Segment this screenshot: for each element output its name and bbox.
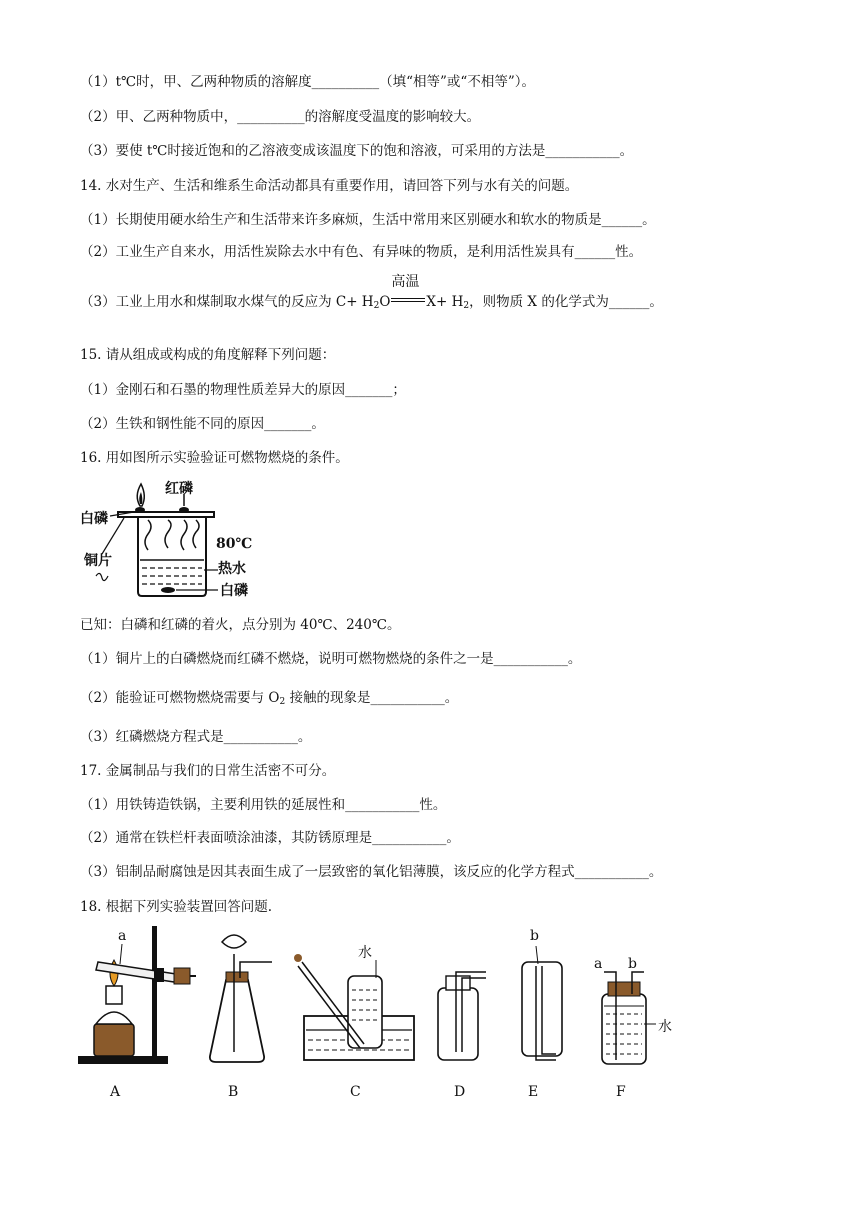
q17-line-1: （1）用铁铸造铁锅，主要利用铁的延展性和___________性。	[80, 797, 447, 813]
q16-line-1: （1）铜片上的白磷燃烧而红磷不燃烧，说明可燃物燃烧的条件之一是___________。	[80, 651, 582, 667]
label-white-phosphorus-top: 白磷	[80, 511, 108, 527]
q14-line-3-mid: X+ H	[426, 294, 464, 310]
subscript: 2	[373, 301, 380, 311]
label-f-a: a	[594, 956, 603, 972]
q14-line-3	[80, 274, 663, 315]
combustion-apparatus-figure	[80, 472, 280, 602]
oxygen-symbol: O	[379, 294, 391, 310]
q17-heading: 17. 金属制品与我们的日常生活密不可分。	[80, 763, 336, 779]
subscript: 2	[463, 301, 470, 311]
q16-line-2-end: 接触的现象是___________。	[285, 690, 459, 706]
q13-line-1: （1）t℃时，甲、乙两种物质的溶解度__________（填“相等”或“不相等”）。	[80, 74, 535, 90]
lab-apparatus-figure	[76, 920, 696, 1105]
q15-line-1: （1）金刚石和石墨的物理性质差异大的原因_______；	[80, 382, 406, 398]
q16-known: 已知：白磷和红磷的着火，点分别为 40℃、240℃。	[80, 617, 401, 633]
apparatus-letter-d: D	[454, 1084, 466, 1100]
label-water-f: 水	[658, 1019, 672, 1035]
apparatus-letter-c: C	[350, 1084, 361, 1100]
q17-line-2: （2）通常在铁栏杆表面喷涂油漆，其防锈原理是___________。	[80, 830, 460, 846]
label-temperature: 80℃	[216, 536, 253, 552]
label-hot-water: 热水	[218, 561, 246, 577]
apparatus-letter-e: E	[528, 1084, 539, 1100]
label-mark-a: a	[118, 928, 127, 944]
condition-text: 高温	[391, 274, 420, 290]
label-water-c: 水	[358, 945, 372, 961]
label-f-b: b	[628, 956, 637, 972]
apparatus-letter-a: A	[110, 1084, 121, 1100]
q16-line-2-start: （2）能验证可燃物燃烧需要与 O	[80, 690, 280, 706]
q16-heading: 16. 用如图所示实验验证可燃物燃烧的条件。	[80, 450, 349, 466]
label-white-phosphorus-bottom: 白磷	[220, 583, 248, 599]
q16-line-2	[80, 689, 458, 711]
label-red-phosphorus: 红磷	[165, 481, 193, 497]
q15-heading: 15. 请从组成或构成的角度解释下列问题：	[80, 347, 336, 363]
lab-apparatus-drawing	[76, 920, 696, 1105]
q13-line-3: （3）要使 t℃时接近饱和的乙溶液变成该温度下的饱和溶液，可采用的方法是___________。	[80, 143, 634, 159]
subscript: 2	[279, 697, 286, 707]
q18-heading: 18. 根据下列实验装置回答问题.	[80, 899, 273, 915]
label-copper-plate: 铜片	[84, 553, 112, 569]
q15-line-2: （2）生铁和钢性能不同的原因_______。	[80, 416, 325, 432]
q13-line-2: （2）甲、乙两种物质中，__________的溶解度受温度的影响较大。	[80, 109, 481, 125]
label-mark-b: b	[530, 928, 539, 944]
reaction-condition	[390, 274, 426, 311]
equals-sign	[391, 298, 425, 302]
q14-line-3-start: （3）工业上用水和煤制取水煤气的反应为 C+ H	[80, 294, 374, 310]
apparatus-letter-b: B	[228, 1084, 239, 1100]
q16-line-3: （3）红磷燃烧方程式是___________。	[80, 729, 312, 745]
q14-line-3-end: ，则物质 X 的化学式为______。	[469, 294, 663, 310]
q14-heading: 14. 水对生产、生活和维系生命活动都具有重要作用，请回答下列与水有关的问题。	[80, 178, 579, 194]
apparatus-letter-f: F	[616, 1084, 626, 1100]
q14-line-2: （2）工业生产自来水，用活性炭除去水中有色、有异味的物质，是利用活性炭具有______性。	[80, 244, 643, 260]
q14-line-1: （1）长期使用硬水给生产和生活带来许多麻烦，生活中常用来区别硬水和软水的物质是______。	[80, 212, 656, 228]
q17-line-3: （3）铝制品耐腐蚀是因其表面生成了一层致密的氧化铝薄膜，该反应的化学方程式___________。	[80, 864, 663, 880]
